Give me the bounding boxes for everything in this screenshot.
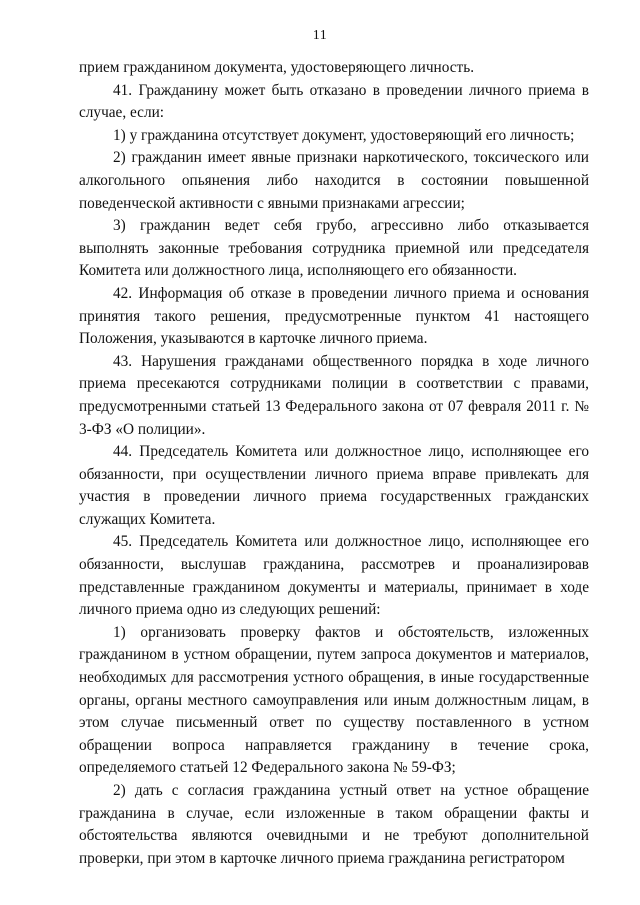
paragraph-clause-41-item-1: 1) у гражданина отсутствует документ, удостоверяющий его личность; bbox=[113, 126, 575, 144]
paragraph-clause-41-item-3: 3) гражданин ведет себя грубо, агрессивно либо отказывается выполнять законные требования сотрудника приемной или председателя Комитета или должностного лица, исполняющего его обязанности. bbox=[79, 217, 589, 280]
paragraph-clause-41: 41. Гражданину может быть отказано в проведении личного приема в случае, если: bbox=[79, 81, 589, 122]
paragraph-continuation: прием гражданином документа, удостоверяющего личность. bbox=[79, 59, 475, 76]
paragraph-clause-41-item-2: 2) гражданин имеет явные признаки наркотического, токсического или алкогольного опьянения либо находится в состоянии повышенной поведенческой активности с явными признаками агрессии; bbox=[79, 149, 589, 212]
page-number: 11 bbox=[312, 28, 328, 43]
paragraph-clause-44: 44. Председатель Комитета или должностное лицо, исполняющее его обязанности, при осуществлении личного приема вправе привлекать для участия в проведении личного приема государственных гражданских служащих Комитета. bbox=[79, 443, 589, 528]
paragraph-clause-43: 43. Нарушения гражданами общественного порядка в ходе личного приема пресекаются сотрудниками полиции в соответствии с правами, предусмотренными статьей 13 Федерального закона от 07 февраля 2011 г. № 3-ФЗ «О полиции». bbox=[79, 352, 589, 438]
paragraph-clause-45-item-2: 2) дать с согласия гражданина устный ответ на устное обращение гражданина в случае, если изложенные в таком обращении факты и обстоятельства являются очевидными и не требуют дополнительной проверки, при этом в карточке личного приема гражданина регистратором bbox=[79, 782, 589, 867]
paragraph-clause-45: 45. Председатель Комитета или должностное лицо, исполняющее его обязанности, выслушав гражданина, рассмотрев и проанализировав представленные гражданином документы и материалы, принимает в ходе личного приема одно из следующих решений: bbox=[79, 533, 589, 619]
paragraph-clause-42: 42. Информация об отказе в проведении личного приема и основания принятия такого решения, предусмотренные пунктом 41 настоящего Положения, указываются в карточке личного приема. bbox=[79, 284, 589, 348]
paragraph-clause-45-item-1: 1) организовать проверку фактов и обстоятельств, изложенных гражданином в устном обращении, путем запроса документов и материалов, необходимых для рассмотрения устного обращения, в иные государственные органы, органы местного самоуправления или иным должностным лицам, в этом случае письменный ответ по существу поставленного в устном обращении вопроса направляется гражданину в течение срока, определяемого статьей 12 Федерального закона № 59-ФЗ; bbox=[79, 623, 589, 777]
document-body bbox=[79, 57, 589, 870]
